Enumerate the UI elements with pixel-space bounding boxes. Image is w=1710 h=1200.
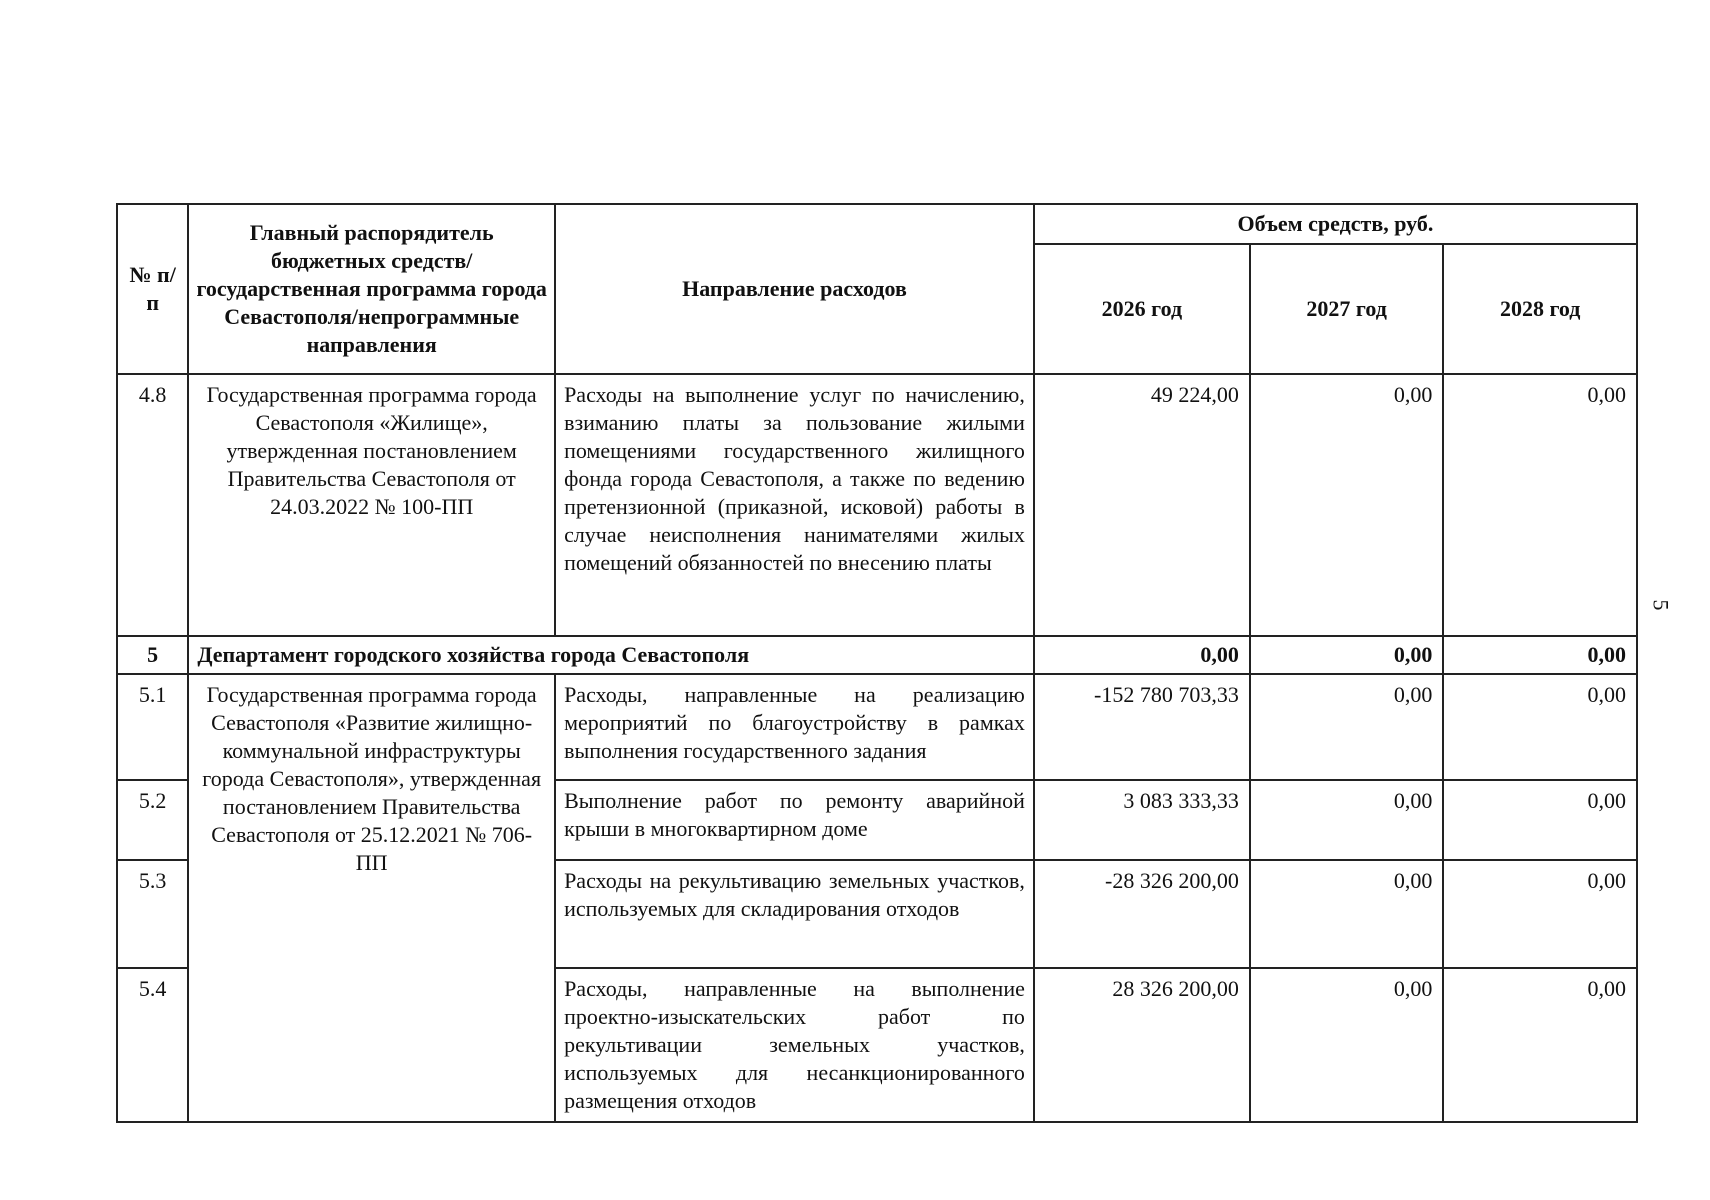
row-value-2028: 0,00 xyxy=(1443,860,1637,968)
section-num: 5 xyxy=(117,636,188,674)
header-funds: Объем средств, руб. xyxy=(1034,204,1637,244)
row-num: 5.2 xyxy=(117,780,188,860)
row-value-2026: -28 326 200,00 xyxy=(1034,860,1250,968)
section-row xyxy=(117,636,1637,674)
row-num: 5.1 xyxy=(117,674,188,780)
row-num: 5.3 xyxy=(117,860,188,968)
header-year-2027: 2027 год xyxy=(1250,244,1444,374)
section-value-2028: 0,00 xyxy=(1443,636,1637,674)
section-value-2027: 0,00 xyxy=(1250,636,1444,674)
row-num: 4.8 xyxy=(117,374,188,636)
row-value-2026: 49 224,00 xyxy=(1034,374,1250,636)
page-number: 5 xyxy=(1648,599,1674,611)
row-value-2027: 0,00 xyxy=(1250,860,1444,968)
row-value-2028: 0,00 xyxy=(1443,674,1637,780)
row-direction: Выполнение работ по ремонту аварийной крыши в многоквартирном доме xyxy=(555,780,1034,860)
table-row xyxy=(117,674,1637,780)
program-cell: Государственная программа города Севастополя «Развитие жилищно-коммунальной инфраструктуры города Севастополя», утвержденная постановлением Правительства Севастополя от 25.12.2021 № 706-ПП xyxy=(188,674,555,1122)
row-direction: Расходы, направленные на реализацию мероприятий по благоустройству в рамках выполнения государственного задания xyxy=(555,674,1034,780)
section-title: Департамент городского хозяйства города Севастополя xyxy=(188,636,1034,674)
row-value-2027: 0,00 xyxy=(1250,674,1444,780)
table-row xyxy=(117,374,1637,636)
row-value-2027: 0,00 xyxy=(1250,968,1444,1122)
row-value-2028: 0,00 xyxy=(1443,780,1637,860)
header-year-2026: 2026 год xyxy=(1034,244,1250,374)
header-year-2028: 2028 год xyxy=(1443,244,1637,374)
row-program: Государственная программа города Севастополя «Жилище», утвержденная постановлением Правительства Севастополя от 24.03.2022 № 100-ПП xyxy=(188,374,555,636)
row-value-2026: 28 326 200,00 xyxy=(1034,968,1250,1122)
row-direction: Расходы на выполнение услуг по начислению, взиманию платы за пользование жилыми помещениями государственного жилищного фонда города Севастополя, а также по ведению претензионной (приказной, исковой) работы в случае неисполнения нанимателями жилых помещений обязанностей по внесению платы xyxy=(555,374,1034,636)
row-direction: Расходы, направленные на выполнение проектно-изыскательских работ по рекультивации земельных участков, используемых для несанкционированного размещения отходов xyxy=(555,968,1034,1122)
header-direction: Направление расходов xyxy=(555,204,1034,374)
row-value-2026: 3 083 333,33 xyxy=(1034,780,1250,860)
budget-table xyxy=(116,203,1638,1123)
row-direction: Расходы на рекультивацию земельных участков, используемых для складирования отходов xyxy=(555,860,1034,968)
header-num: № п/п xyxy=(117,204,188,374)
table-header xyxy=(117,204,1637,374)
section-value-2026: 0,00 xyxy=(1034,636,1250,674)
row-value-2026: -152 780 703,33 xyxy=(1034,674,1250,780)
header-distributor: Главный распорядитель бюджетных средств/государственная программа города Севастополя/непрограммные направления xyxy=(188,204,555,374)
row-value-2027: 0,00 xyxy=(1250,780,1444,860)
row-value-2028: 0,00 xyxy=(1443,968,1637,1122)
row-value-2028: 0,00 xyxy=(1443,374,1637,636)
row-value-2027: 0,00 xyxy=(1250,374,1444,636)
row-num: 5.4 xyxy=(117,968,188,1122)
